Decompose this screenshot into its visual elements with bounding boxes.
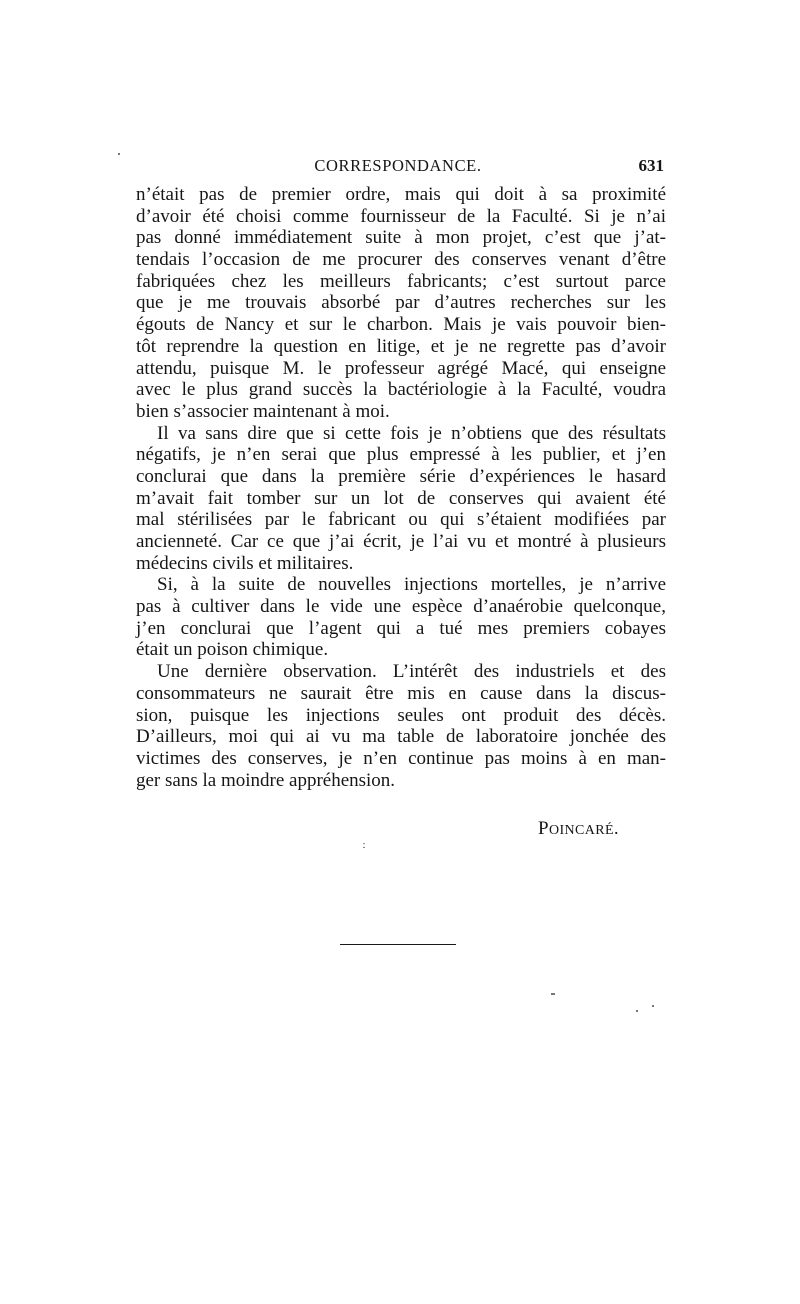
text-line: était un poison chimique.	[136, 639, 329, 661]
text-line: D’ailleurs, moi qui ai vu ma table de laboratoire jonchée des	[136, 726, 666, 748]
letter-body	[136, 184, 666, 791]
text-line: attendu, puisque M. le professeur agrégé Macé, qui enseigne	[136, 357, 666, 379]
text-line: conclurai que dans la première série d’expériences le hasard	[136, 465, 666, 487]
text-line: ancienneté. Car ce que j’ai écrit, je l’ai vu et montré à plusieurs	[136, 531, 666, 552]
page-header	[130, 156, 666, 180]
text-line: j’en conclurai que l’agent qui a tué mes premiers cobayes	[136, 617, 666, 639]
text-line: n’était pas de premier ordre, mais qui doit à sa proximité	[136, 184, 666, 205]
margin-speck	[636, 1010, 638, 1012]
signature-period: .	[614, 818, 619, 838]
page-number: 631	[638, 156, 664, 175]
section-rule	[340, 944, 456, 945]
margin-speck	[118, 153, 120, 155]
text-line: égouts de Nancy et sur le charbon. Mais je vais pouvoir bien-	[136, 314, 666, 336]
margin-speck	[551, 993, 555, 995]
text-line: victimes des conserves, je n’en continue pas moins à en man-	[136, 747, 666, 769]
text-line: d’avoir été choisi comme fournisseur de la Faculté. Si je n’ai	[136, 205, 666, 227]
text-line: Si, à la suite de nouvelles injections mortelles, je n’arrive	[157, 574, 666, 596]
text-line: Une dernière observation. L’intérêt des industriels et des	[157, 661, 666, 683]
text-line: négatifs, je n’en serai que plus empressé à les publier, et j’en	[136, 444, 666, 466]
text-line: tendais l’occasion de me procurer des conserves venant d’être	[136, 249, 666, 271]
text-line: pas à cultiver dans le vide une espèce d’anaérobie quelconque,	[136, 596, 666, 618]
running-title: CORRESPONDANCE.	[314, 156, 482, 175]
text-line: fabriquées chez les meilleurs fabricants; c’est surtout parce	[136, 270, 666, 292]
text-line: que je me trouvais absorbé par d’autres recherches sur les	[136, 292, 666, 314]
signature-rest: OINCARÉ	[548, 823, 614, 838]
text-line: tôt reprendre la question en litige, et je ne regrette pas d’avoir	[136, 335, 666, 357]
text-line: médecins civils et militaires.	[136, 552, 354, 574]
text-line: pas donné immédiatement suite à mon projet, c’est que j’at-	[136, 227, 666, 249]
text-line: ger sans la moindre appréhension.	[136, 769, 396, 791]
signature-initial: P	[538, 818, 549, 839]
text-line: Il va sans dire que si cette fois je n’obtiens que des résultats	[157, 422, 666, 444]
text-line: bien s’associer maintenant à moi.	[136, 400, 390, 422]
text-line: mal stérilisées par le fabricant ou qui s’étaient modifiées par	[136, 509, 666, 531]
margin-speck	[652, 1005, 654, 1007]
signature	[538, 818, 619, 840]
text-line: avec le plus grand succès la bactériologie à la Faculté, voudra	[136, 379, 666, 401]
text-line: sion, puisque les injections seules ont produit des décès.	[136, 704, 666, 726]
ornament-dots: :	[362, 840, 366, 851]
text-line: consommateurs ne saurait être mis en cause dans la discus-	[136, 682, 666, 704]
text-line: m’avait fait tomber sur un lot de conserves qui avaient été	[136, 487, 666, 509]
